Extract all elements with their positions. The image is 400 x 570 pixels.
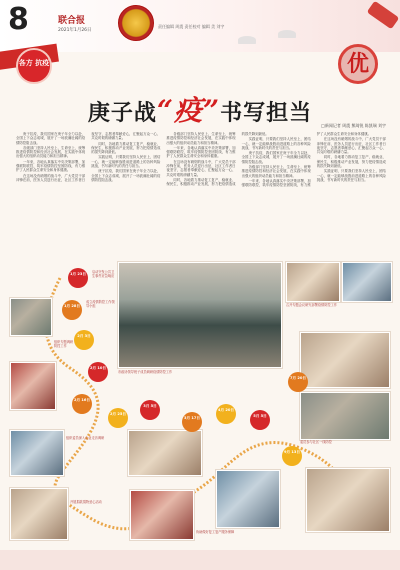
headline (0, 94, 400, 127)
article-paragraph: 在这场没有硝烟的战斗中，广大党员干部冲锋在前，医务人员逆行出征，社区工作者日夜坚守，志愿者奉献爱心，汇聚起万众一心、共克时艰的磅礴力量。 (16, 132, 161, 182)
headline-accent: “疫” (156, 94, 221, 127)
photo (306, 468, 390, 532)
photo-caption: 召开专题会议研究部署疫情防控工作 (286, 303, 337, 307)
article-body (16, 132, 386, 258)
photo (300, 392, 390, 440)
photo (216, 470, 280, 528)
paper-name: 联合报 (58, 16, 86, 26)
timeline-caption: 成立疫情防控工作领导小组 (86, 300, 115, 308)
page-number: 8 (8, 2, 29, 37)
photo-caption: 组织委员深入企业走访调研 (66, 436, 105, 440)
cppcc-emblem-icon (118, 5, 154, 41)
headline-part2: 书写担当 (220, 100, 313, 126)
article-paragraph: 庚子抗疫，我们国家在庚子年全力以赴，全国上下众志成城，展开了一场波澜壮阔的疫情防控阻击战。 (91, 169, 161, 182)
article-paragraph: 同时，各地着力推动复工复产，稳就业、保民生，积极推动产业发展，努力把疫情造成的损失降到最低。 (316, 155, 386, 169)
article-paragraph: 各级部门坚持人民至上、生命至上，统筹推进疫情防控和经济社会发展，在实践中体现出强大的组织动员能力和担当精神。 (241, 165, 311, 178)
editor-line: 责任编辑 周震 责任校对 编辑 美 刘宇 (158, 24, 225, 29)
article-paragraph: 一年来，各地认真落实中央决策部署，加强联防联控，筑牢疫情防控坚固防线，有力维护了人民群众生命安全和身体健康。 (166, 145, 236, 159)
photo (10, 298, 52, 336)
photo (286, 262, 340, 302)
article-paragraph: 一年来，各地认真落实中央决策部署，加强联防联控，筑牢疫情防控坚固防线，有力维护了人民群众生命安全和身体健康。 (16, 159, 86, 173)
bottom-decoration (0, 550, 400, 570)
timeline-node: 3月 17日 (182, 412, 202, 432)
timeline-node: 2月 10日 (88, 362, 108, 382)
article-paragraph: 庚子抗疫，我们国家在庚子年全力以赴，全国上下众志成城，展开了一场波澜壮阔的疫情防控阻击战。 (241, 151, 311, 164)
timeline-node: 2月 16日 (72, 394, 92, 414)
dove-icon (278, 30, 296, 38)
article-paragraph: 一年来，各地认真落实中央决策部署，加强联防联控，筑牢疫情防控坚固防线，有力维护了人民群众生命安全和身体健康。 (241, 132, 371, 188)
issue-date: 2021年1月26日 (58, 28, 92, 33)
article-paragraph: 各级部门坚持人民至上、生命至上，统筹推进疫情防控和经济社会发展，在实践中体现出强大的组织动员能力和担当精神。 (16, 145, 86, 159)
timeline-node: 1月 28日 (62, 300, 82, 320)
photo-caption: 市政协领导班子成员调研疫情防控工作 (118, 370, 173, 374)
timeline-caption: 组织专题调研防控工作 (54, 340, 74, 348)
article-paragraph: 同时，各地着力推动复工复产，稳就业、保民生，积极推动产业发展，努力把疫情造成的损失降到最低。 (166, 132, 269, 187)
photo (10, 488, 68, 540)
photo (10, 362, 56, 410)
article-paragraph: 同时，各地着力推动复工复产，稳就业、保民生，积极推动产业发展，努力把疫情造成的损失降到最低。 (91, 141, 161, 155)
article-paragraph: 各级部门坚持人民至上、生命至上，统筹推进疫情防控和经济社会发展，在实践中体现出强大的组织动员能力和担当精神。 (166, 132, 236, 145)
timeline-node: 2月 3日 (74, 330, 94, 350)
anti-epidemic-badge: 各方 抗疫 (16, 48, 52, 84)
photo (128, 430, 202, 476)
photo (342, 262, 392, 302)
timeline-node: 2月 25日 (108, 408, 128, 428)
photo-caption: 委员参与社区一线防控 (300, 440, 332, 444)
headline-part1: 庚子战 (87, 100, 157, 126)
photo (130, 490, 194, 540)
dove-icon (238, 36, 256, 44)
timeline-node: 9月 13日 (282, 446, 302, 466)
article-paragraph: 实践证明，只要我们坚持人民至上，团结一心，就一定能够战胜前进道路上的各种风险挑战，书写新时代的责任与担当。 (316, 169, 386, 182)
photo (10, 430, 64, 476)
byline: □新闻记者 周震 熊琦锐 陈凯瑞 刘宇 (321, 123, 386, 128)
timeline-caption: 启动突发公共卫生事件应急响应 (92, 270, 115, 278)
photo-caption: 开展捐款捐物爱心活动 (70, 500, 102, 504)
article-paragraph: 实践证明，只要我们坚持人民至上，团结一心，就一定能够战胜前进道路上的各种风险挑战，书写新时代的责任与担当。 (91, 155, 161, 169)
timeline-node: 3月 5日 (140, 400, 160, 420)
photo-caption: 协助做好复工复产服务保障 (196, 530, 235, 534)
timeline-node: 1月 23日 (68, 268, 88, 288)
photo (300, 332, 390, 388)
masthead (0, 0, 400, 52)
timeline-node: 7月 20日 (288, 372, 308, 392)
meeting-photo (118, 262, 282, 368)
article-paragraph: 庚子抗疫，我们国家在庚子年全力以赴，全国上下众志成城，展开了一场波澜壮阔的疫情防控阻击战。 (16, 132, 86, 145)
article-paragraph: 在这场没有硝烟的战斗中，广大党员干部冲锋在前，医务人员逆行出征，社区工作者日夜坚守，志愿者奉献爱心，汇聚起万众一心、共克时艰的磅礴力量。 (166, 159, 236, 177)
timeline-node: 5月 5日 (250, 410, 270, 430)
article-paragraph: 在这场没有硝烟的战斗中，广大党员干部冲锋在前，医务人员逆行出征，社区工作者日夜坚守，志愿者奉献爱心，汇聚起万众一心、共克时艰的磅礴力量。 (316, 137, 386, 155)
article-paragraph: 实践证明，只要我们坚持人民至上，团结一心，就一定能够战胜前进道路上的各种风险挑战，书写新时代的责任与担当。 (241, 137, 311, 150)
excellence-stamp: 优 (338, 44, 378, 84)
timeline-node: 4月 20日 (216, 404, 236, 424)
